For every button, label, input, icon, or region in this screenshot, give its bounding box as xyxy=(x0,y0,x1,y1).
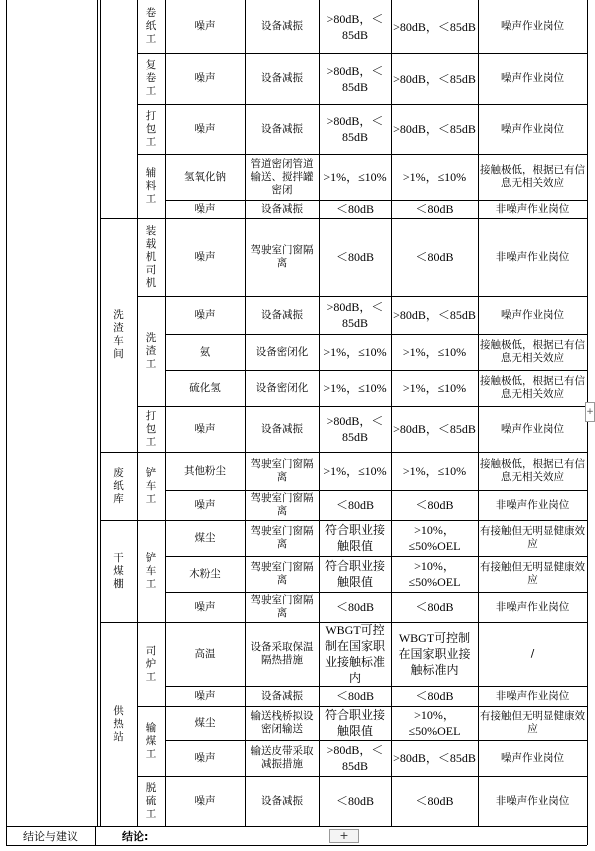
table-cell-pre-evaluation: 符合职业接触限值 xyxy=(324,559,385,589)
table-cell-pre-evaluation: >1%，≤10% xyxy=(323,464,387,478)
table-cell-hazard-factor: 高温 xyxy=(194,647,216,660)
table-rule xyxy=(587,0,588,845)
table-cell-evaluation-conclusion: 噪声作业岗位 xyxy=(501,422,564,435)
table-cell-post-evaluation: >1%，≤10% xyxy=(402,381,467,395)
table-cell-pre-evaluation: ＜80dB xyxy=(335,250,374,264)
job-title: 洗 渣 工 xyxy=(145,331,157,370)
table-cell-evaluation-conclusion: 噪声作业岗位 xyxy=(501,72,564,84)
table-cell-pre-evaluation: >80dB，＜85dB xyxy=(326,414,384,444)
table-cell-protective-measure: 设备减振 xyxy=(261,422,303,435)
table-cell-post-evaluation: ＜80dB xyxy=(415,202,454,216)
table-cell-protective-measure: 设备减振 xyxy=(261,308,303,321)
table-cell-evaluation-conclusion: 有接触但无明显健康效应 xyxy=(480,710,585,735)
add-row-button[interactable]: + xyxy=(329,829,359,843)
table-cell-post-evaluation: >80dB，＜85dB xyxy=(393,19,476,34)
job-title: 辅 料 工 xyxy=(145,166,157,205)
table-cell-post-evaluation: >80dB，＜85dB xyxy=(393,422,476,436)
table-cell-hazard-factor: 噪声 xyxy=(194,250,216,263)
table-cell-hazard-factor: 噪声 xyxy=(194,202,216,215)
table-cell-pre-evaluation: >80dB，＜85dB xyxy=(326,743,384,773)
table-cell-evaluation-conclusion: 非噪声作业岗位 xyxy=(495,794,570,807)
table-cell-evaluation-conclusion: 噪声作业岗位 xyxy=(501,308,564,321)
table-cell-protective-measure: 管道密闭管道输送、搅拌罐密闭 xyxy=(250,157,314,196)
workshop-waste-paper: 废 纸 库 xyxy=(113,466,124,505)
table-cell-hazard-factor: 噪声 xyxy=(194,72,216,84)
add-column-handle[interactable]: + xyxy=(585,402,595,422)
table-rule xyxy=(6,0,7,845)
table-cell-protective-measure: 驾驶室门窗隔离 xyxy=(250,458,314,483)
job-title: 卷 纸 工 xyxy=(145,7,157,45)
table-cell-protective-measure: 驾驶室门窗隔离 xyxy=(250,492,314,517)
table-cell-hazard-factor: 氢氧化钠 xyxy=(184,170,226,183)
table-cell-pre-evaluation: >1%，≤10% xyxy=(323,345,387,359)
table-rule xyxy=(97,0,98,826)
job-title: 打 包 工 xyxy=(145,109,157,148)
table-cell-evaluation-conclusion: 非噪声作业岗位 xyxy=(495,250,570,263)
table-cell-protective-measure: 设备密闭化 xyxy=(255,381,309,394)
table-cell-post-evaluation: >80dB，＜85dB xyxy=(393,751,476,765)
footer-label: 结论与建议 xyxy=(23,829,78,843)
table-cell-pre-evaluation: >80dB，＜85dB xyxy=(326,11,384,42)
table-cell-evaluation-conclusion: 噪声作业岗位 xyxy=(501,122,564,135)
table-cell-pre-evaluation: ＜80dB xyxy=(335,794,374,808)
table-cell-evaluation-conclusion: 接触极低，根据已有信息无相关效应 xyxy=(480,458,585,483)
table-cell-evaluation-conclusion: 噪声作业岗位 xyxy=(501,20,564,32)
job-title: 铲 车 工 xyxy=(145,466,157,505)
table-cell-protective-measure: 驾驶室门窗隔离 xyxy=(250,525,314,550)
table-cell-evaluation-conclusion: 有接触但无明显健康效应 xyxy=(480,525,585,550)
table-cell-hazard-factor: 噪声 xyxy=(194,498,216,511)
table-cell-pre-evaluation: >80dB，＜85dB xyxy=(326,300,384,330)
table-cell-hazard-factor: 噪声 xyxy=(194,751,216,764)
table-cell-post-evaluation: >10%，≤50%OEL xyxy=(408,708,461,738)
table-cell-pre-evaluation: >1%，≤10% xyxy=(323,170,387,184)
table-cell-protective-measure: 输送皮带采取减振措施 xyxy=(250,745,314,770)
table-cell-evaluation-conclusion: 接触极低，根据已有信息无相关效应 xyxy=(480,339,585,364)
table-cell-post-evaluation: ＜80dB xyxy=(415,498,454,512)
table-cell-pre-evaluation: ＜80dB xyxy=(335,600,374,614)
job-title: 铲 车 工 xyxy=(145,551,157,590)
table-cell-post-evaluation: ＜80dB xyxy=(415,689,454,703)
table-cell-pre-evaluation: >80dB，＜85dB xyxy=(326,63,384,94)
workshop-wash: 洗 渣 车 间 xyxy=(113,309,124,360)
table-cell-pre-evaluation: ＜80dB xyxy=(335,202,374,216)
table-cell-post-evaluation: >80dB，＜85dB xyxy=(393,71,476,86)
table-cell-hazard-factor: 噪声 xyxy=(194,308,216,321)
table-cell-hazard-factor: 噪声 xyxy=(194,794,216,807)
table-rule xyxy=(245,0,246,826)
table-cell-protective-measure: 驾驶室门窗隔离 xyxy=(250,244,314,269)
table-cell-hazard-factor: 煤尘 xyxy=(194,531,216,544)
table-cell-protective-measure: 设备减振 xyxy=(261,20,303,32)
job-title: 司 炉 工 xyxy=(145,644,157,683)
table-cell-post-evaluation: >80dB，＜85dB xyxy=(393,308,476,322)
table-cell-protective-measure: 设备减振 xyxy=(261,202,303,215)
table-cell-pre-evaluation: 符合职业接触限值 xyxy=(324,523,385,553)
table-cell-post-evaluation: >1%，≤10% xyxy=(402,345,467,359)
table-cell-protective-measure: 设备密闭化 xyxy=(255,345,309,358)
table-cell-hazard-factor: 噪声 xyxy=(194,600,216,613)
table-cell-post-evaluation: >80dB，＜85dB xyxy=(393,122,476,136)
table-cell-pre-evaluation: WBGT可控制在国家职业接触标准内 xyxy=(324,623,385,685)
table-cell-evaluation-conclusion: 非噪声作业岗位 xyxy=(495,498,570,511)
job-title: 脱 硫 工 xyxy=(145,781,157,820)
table-cell-protective-measure: 驾驶室门窗隔离 xyxy=(250,594,314,619)
table-cell-post-evaluation: >1%，≤10% xyxy=(402,464,467,478)
table-cell-post-evaluation: WBGT可控制在国家职业接触标准内 xyxy=(398,631,471,677)
table-cell-evaluation-conclusion: / xyxy=(530,647,535,660)
conclusion-heading: 结论: xyxy=(122,829,149,843)
table-cell-pre-evaluation: 符合职业接触限值 xyxy=(324,708,385,738)
table-cell-protective-measure: 设备减振 xyxy=(261,689,303,702)
table-cell-evaluation-conclusion: 非噪声作业岗位 xyxy=(495,600,570,613)
job-title: 复 卷 工 xyxy=(145,59,157,97)
job-title: 打 包 工 xyxy=(145,409,157,448)
table-cell-protective-measure: 设备采取保温隔热措施 xyxy=(250,641,314,666)
table-cell-protective-measure: 设备减振 xyxy=(261,794,303,807)
table-rule xyxy=(95,826,96,845)
table-cell-protective-measure: 驾驶室门窗隔离 xyxy=(250,561,314,586)
table-cell-evaluation-conclusion: 非噪声作业岗位 xyxy=(495,202,570,215)
table-cell-protective-measure: 设备减振 xyxy=(261,72,303,84)
table-cell-protective-measure: 设备减振 xyxy=(261,122,303,135)
table-cell-post-evaluation: >10%，≤50%OEL xyxy=(408,559,461,589)
table-cell-hazard-factor: 氨 xyxy=(199,345,211,358)
table-cell-post-evaluation: ＜80dB xyxy=(415,794,454,808)
table-cell-evaluation-conclusion: 非噪声作业岗位 xyxy=(495,689,570,702)
table-cell-hazard-factor: 硫化氢 xyxy=(189,381,221,394)
table-cell-pre-evaluation: ＜80dB xyxy=(335,689,374,703)
table-cell-hazard-factor: 噪声 xyxy=(194,20,216,32)
table-cell-hazard-factor: 噪声 xyxy=(194,122,216,135)
table-rule xyxy=(137,0,138,826)
table-cell-pre-evaluation: ＜80dB xyxy=(335,498,374,512)
table-cell-evaluation-conclusion: 噪声作业岗位 xyxy=(501,751,564,764)
workshop-coal-shed: 干 煤 棚 xyxy=(113,551,124,590)
job-title: 输 煤 工 xyxy=(145,721,157,760)
table-cell-pre-evaluation: >1%，≤10% xyxy=(323,381,387,395)
table-cell-evaluation-conclusion: 接触极低，根据已有信息无相关效应 xyxy=(480,164,585,189)
table-rule xyxy=(165,0,166,826)
table-cell-protective-measure: 输送栈桥拟设密闭输送 xyxy=(250,710,314,735)
table-cell-post-evaluation: ＜80dB xyxy=(415,250,454,264)
table-rule xyxy=(6,845,587,846)
table-cell-pre-evaluation: >80dB，＜85dB xyxy=(326,114,384,144)
table-cell-post-evaluation: ＜80dB xyxy=(415,600,454,614)
workshop-heating: 供 热 站 xyxy=(113,704,124,743)
table-rule xyxy=(391,0,392,826)
table-cell-hazard-factor: 煤尘 xyxy=(194,716,216,729)
job-title: 装 载 机 司 机 xyxy=(145,224,157,289)
table-rule xyxy=(319,0,320,826)
table-rule xyxy=(478,0,479,826)
table-cell-post-evaluation: >10%，≤50%OEL xyxy=(408,523,461,553)
table-cell-hazard-factor: 其他粉尘 xyxy=(184,464,226,477)
table-cell-evaluation-conclusion: 接触极低，根据已有信息无相关效应 xyxy=(480,375,585,400)
table-cell-hazard-factor: 噪声 xyxy=(194,689,216,702)
table-cell-evaluation-conclusion: 有接触但无明显健康效应 xyxy=(480,561,585,586)
table-rule xyxy=(100,0,101,826)
table-cell-hazard-factor: 木粉尘 xyxy=(189,567,221,580)
table-cell-post-evaluation: >1%，≤10% xyxy=(402,170,467,184)
table-cell-hazard-factor: 噪声 xyxy=(194,422,216,435)
